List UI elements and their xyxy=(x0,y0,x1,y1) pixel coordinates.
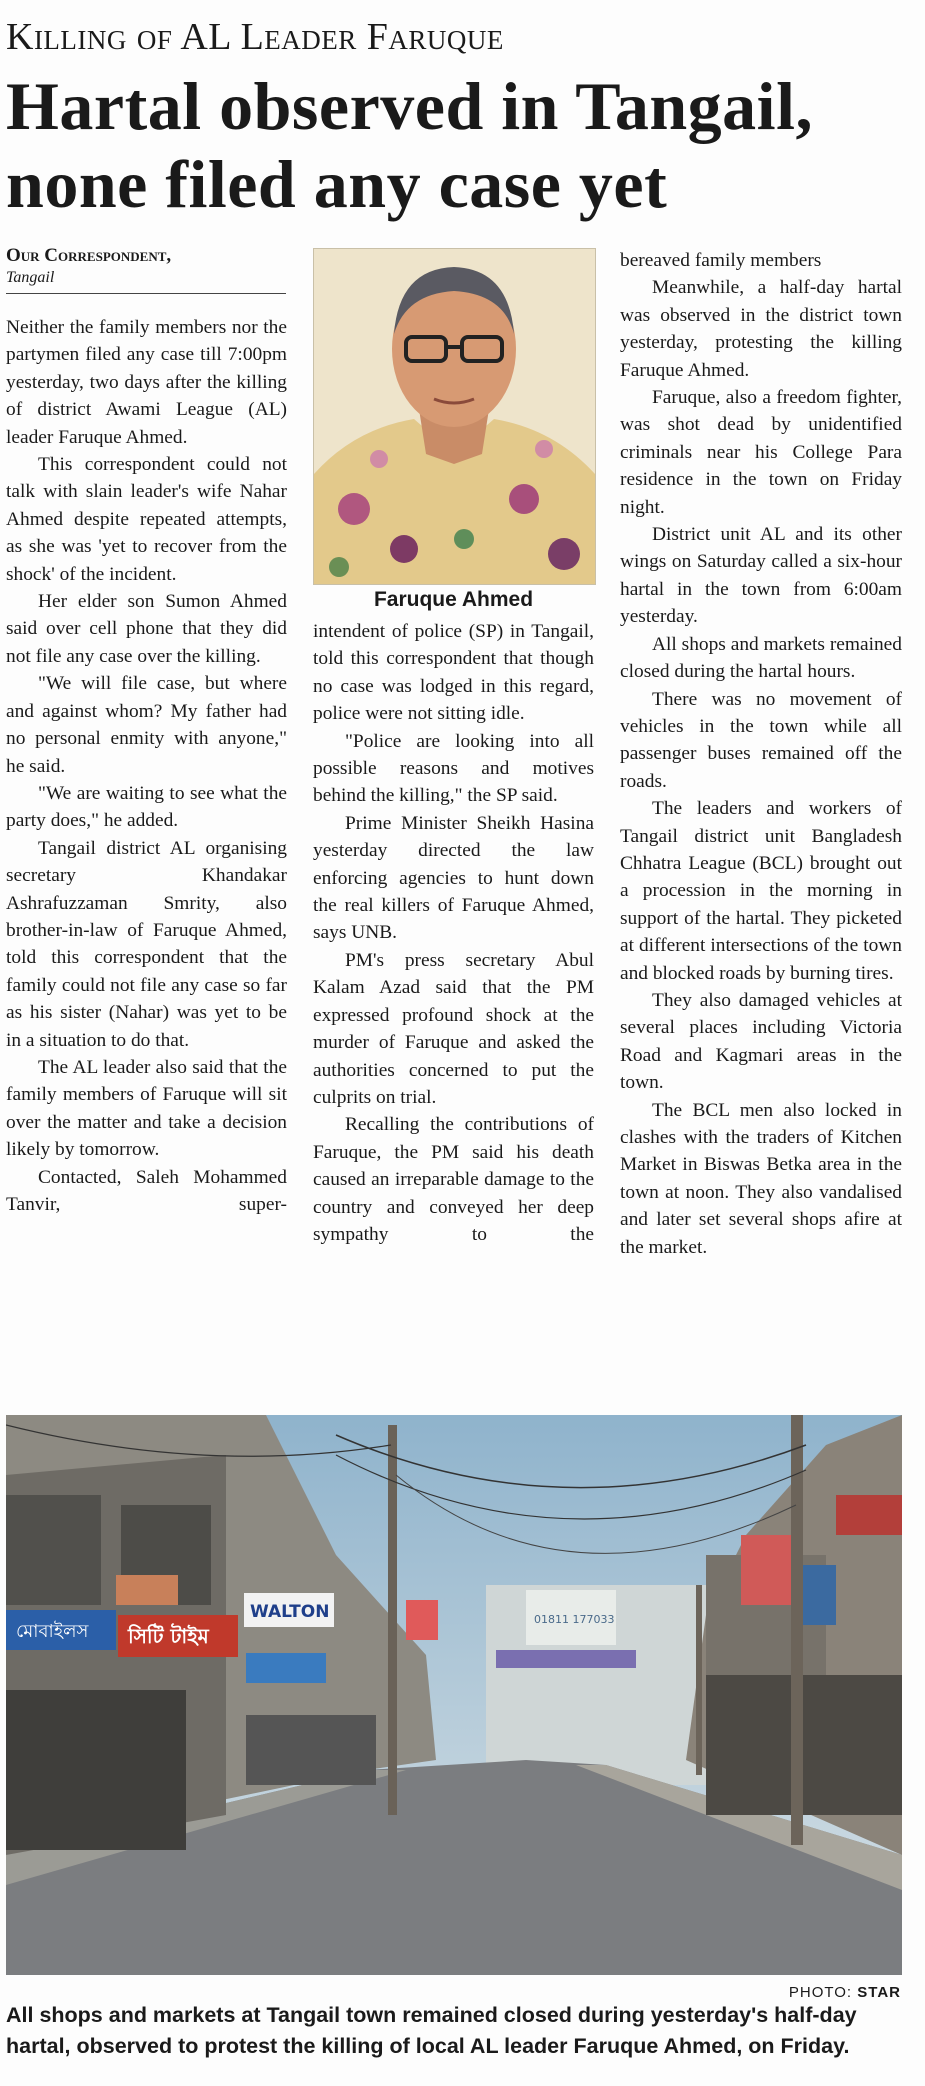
paragraph: Her elder son Sumon Ahmed said over cell phone that they did not file any case over the killing. xyxy=(6,591,287,667)
paragraph: Prime Minister Sheikh Hasina yesterday directed the law enforcing agencies to hunt down the real killers of Faruque Ahmed, says UNB. xyxy=(313,812,594,944)
paragraph: intendent of police (SP) in Tangail, told this correspondent that though no case was lodged in this regard, police were not sitting idle. xyxy=(313,621,594,725)
headline xyxy=(6,68,916,223)
paragraph: This correspondent could not talk with slain leader's wife Nahar Ahmed despite repeated attempts, as she was 'yet to recover from the shock' of the incident. xyxy=(6,454,287,585)
byline xyxy=(6,245,286,294)
portrait-caption: Faruque Ahmed xyxy=(373,588,534,611)
paragraph: Recalling the contributions of Faruque, the PM said his death caused an irreparable damage to the country and conveyed her deep sympathy to the xyxy=(313,1114,594,1245)
paragraph: bereaved family members xyxy=(620,250,822,271)
headline-line-1: Hartal observed in Tangail, xyxy=(6,68,813,144)
paragraph: Neither the family members nor the partymen filed any case till 7:00pm yesterday, two days after the killing of district Awami League (AL) leader Faruque Ahmed. xyxy=(6,317,287,448)
byline-name: Our Correspondent, xyxy=(6,245,172,266)
photo-credit-label: PHOTO: xyxy=(788,1984,853,2001)
photo-caption-line-1: All shops and markets at Tangail town remained closed during yesterday's half-day xyxy=(6,2003,857,2027)
paragraph: District unit AL and its other wings on Saturday called a six-hour hartal in the town from 6:00am yesterday. xyxy=(620,524,902,628)
sign-city-time: সিটি টাইম xyxy=(128,1624,209,1648)
article-column-1 xyxy=(6,314,287,1218)
street-photo xyxy=(6,1415,902,1975)
byline-place: Tangail xyxy=(6,269,55,286)
paragraph: They also damaged vehicles at several places including Victoria Road and Kagmari areas in the town. xyxy=(620,989,902,1094)
street-illustration xyxy=(6,1415,902,1975)
portrait-illustration xyxy=(314,249,595,584)
photo-credit xyxy=(789,1984,901,2001)
paragraph: "We are waiting to see what the party does," he added. xyxy=(6,782,287,832)
article-column-2 xyxy=(313,618,594,1248)
paragraph: "We will file case, but where and against whom? My father had no personal enmity with anyone," he said. xyxy=(6,673,287,777)
photo-credit-source: STAR xyxy=(857,1984,901,2001)
portrait-photo xyxy=(313,248,596,585)
paragraph: Meanwhile, a half-day hartal was observed in the district town yesterday, protesting the killing Faruque Ahmed. xyxy=(620,277,902,381)
kicker: Killing of AL Leader Faruque xyxy=(6,16,504,58)
photo-caption-line-2: hartal, observed to protest the killing of local AL leader Faruque Ahmed, on Friday. xyxy=(6,2034,850,2058)
photo-caption xyxy=(6,2000,906,2062)
sign-phone: 01811 177033 xyxy=(534,1613,615,1626)
paragraph: The BCL men also locked in clashes with the traders of Kitchen Market in Biswas Betka area in the town at noon. They also vandalised and later set several shops afire at the market. xyxy=(620,1099,902,1258)
paragraph: PM's press secretary Abul Kalam Azad said that the PM expressed profound shock at the murder of Faruque and asked the authorities concerned to put the culprits on trial. xyxy=(313,949,594,1108)
paragraph: Contacted, Saleh Mohammed Tanvir, super- xyxy=(6,1166,287,1215)
paragraph: The leaders and workers of Tangail district unit Bangladesh Chhatra League (BCL) brought out a procession in the morning in support of the hartal. They picketed at different intersections of the town and blocked roads by burning tires. xyxy=(620,798,902,984)
sign-walton: WALTON xyxy=(250,1602,330,1622)
headline-line-2: none filed any case yet xyxy=(6,145,668,222)
paragraph: Faruque, also a freedom fighter, was shot dead by unidentified criminals near his College Para residence in the town on Friday night. xyxy=(620,387,902,518)
paragraph: Tangail district AL organising secretary Khandakar Ashrafuzzaman Smrity, also brother-in-law of Faruque Ahmed, told this correspondent that the family could not file any case so far as his sister (Nahar) was yet to be in a situation to do that. xyxy=(6,837,287,1051)
paragraph: The AL leader also said that the family members of Faruque will sit over the matter and take a decision likely by tomorrow. xyxy=(6,1056,287,1161)
article-column-3 xyxy=(620,247,902,1261)
sign-mobiles: মোবাইলস xyxy=(16,1621,89,1642)
paragraph: All shops and markets remained closed during the hartal hours. xyxy=(620,633,902,683)
paragraph: "Police are looking into all possible reasons and motives behind the killing," the SP said. xyxy=(313,730,594,807)
paragraph: There was no movement of vehicles in the town while all passenger buses remained off the roads. xyxy=(620,688,902,792)
